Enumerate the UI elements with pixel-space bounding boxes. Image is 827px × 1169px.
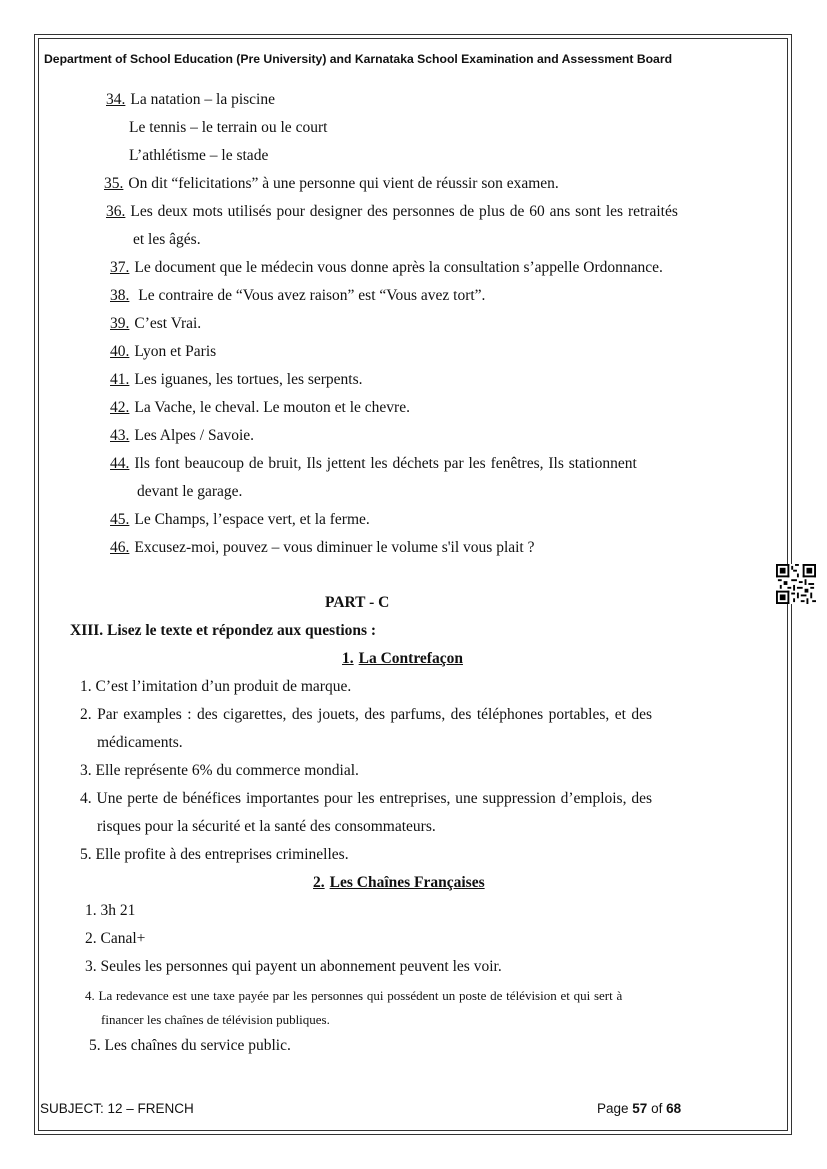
answer-44: 44. Ils font beaucoup de bruit, Ils jettent les déchets par les fenêtres, Ils stationnent — [110, 455, 637, 472]
text1-answer-4: 4. Une perte de bénéfices importantes pour les entreprises, une suppression d’emplois, des — [80, 790, 652, 807]
text1-answer-3: 3. Elle représente 6% du commerce mondial. — [80, 762, 359, 779]
answer-35: 35. On dit “felicitations” à une personne qui vient de réussir son examen. — [104, 175, 559, 192]
text2-heading: 2. Les Chaînes Françaises — [313, 874, 485, 891]
answer-46: 46. Excusez-moi, pouvez – vous diminuer le volume s'il vous plait ? — [110, 539, 535, 556]
text1-answer-2-line2: médicaments. — [97, 734, 183, 751]
answer-42: 42. La Vache, le cheval. Le mouton et le chevre. — [110, 399, 410, 416]
text1-answer-1: 1. C’est l’imitation d’un produit de marque. — [80, 678, 352, 695]
answer-45: 45. Le Champs, l’espace vert, et la ferme. — [110, 511, 370, 528]
answer-44-line2: devant le garage. — [137, 483, 243, 500]
text2-answer-4-line2: financer les chaînes de télévision publiques. — [101, 1012, 330, 1027]
answer-41: 41. Les iguanes, les tortues, les serpents. — [110, 371, 363, 388]
part-title: PART - C — [325, 594, 390, 611]
answer-37: 37. Le document que le médecin vous donne après la consultation s’appelle Ordonnance. — [110, 259, 663, 276]
answer-36-line2: et les âgés. — [133, 231, 201, 248]
text2-answer-4: 4. La redevance est une taxe payée par les personnes qui possédent un poste de télévision et qui sert à — [85, 988, 623, 1003]
answer-40: 40. Lyon et Paris — [110, 343, 217, 360]
answer-34: 34. La natation – la piscine — [106, 91, 275, 108]
section-title: XIII. Lisez le texte et répondez aux questions : — [70, 622, 377, 639]
footer-page-number: Page 57 of 68 — [597, 1101, 682, 1116]
answer-38: 38. Le contraire de “Vous avez raison” est “Vous avez tort”. — [110, 287, 486, 304]
text2-answer-3: 3. Seules les personnes qui payent un abonnement peuvent les voir. — [85, 958, 502, 975]
text2-answer-5: 5. Les chaînes du service public. — [89, 1037, 291, 1054]
text1-heading: 1. La Contrefaçon — [342, 650, 463, 667]
text1-answer-5: 5. Elle profite à des entreprises criminelles. — [80, 846, 349, 863]
text1-answer-2: 2. Par examples : des cigarettes, des jouets, des parfums, des téléphones portables, et des — [80, 706, 653, 723]
answer-34-line3: L’athlétisme – le stade — [129, 147, 269, 164]
answer-43: 43. Les Alpes / Savoie. — [110, 427, 255, 444]
qr-code-icon — [776, 564, 816, 604]
text2-answer-1: 1. 3h 21 — [85, 902, 136, 919]
footer-subject: SUBJECT: 12 – FRENCH — [40, 1101, 194, 1116]
answer-36: 36. Les deux mots utilisés pour designer des personnes de plus de 60 ans sont les retraités — [106, 203, 678, 220]
text2-answer-2: 2. Canal+ — [85, 930, 146, 947]
page-header: Department of School Education (Pre University) and Karnataka School Examination and Assessment Board — [44, 52, 673, 66]
answer-39: 39. C’est Vrai. — [110, 315, 202, 332]
answer-34-line2: Le tennis – le terrain ou le court — [129, 119, 328, 136]
text1-answer-4-line2: risques pour la sécurité et la santé des consommateurs. — [97, 818, 436, 835]
